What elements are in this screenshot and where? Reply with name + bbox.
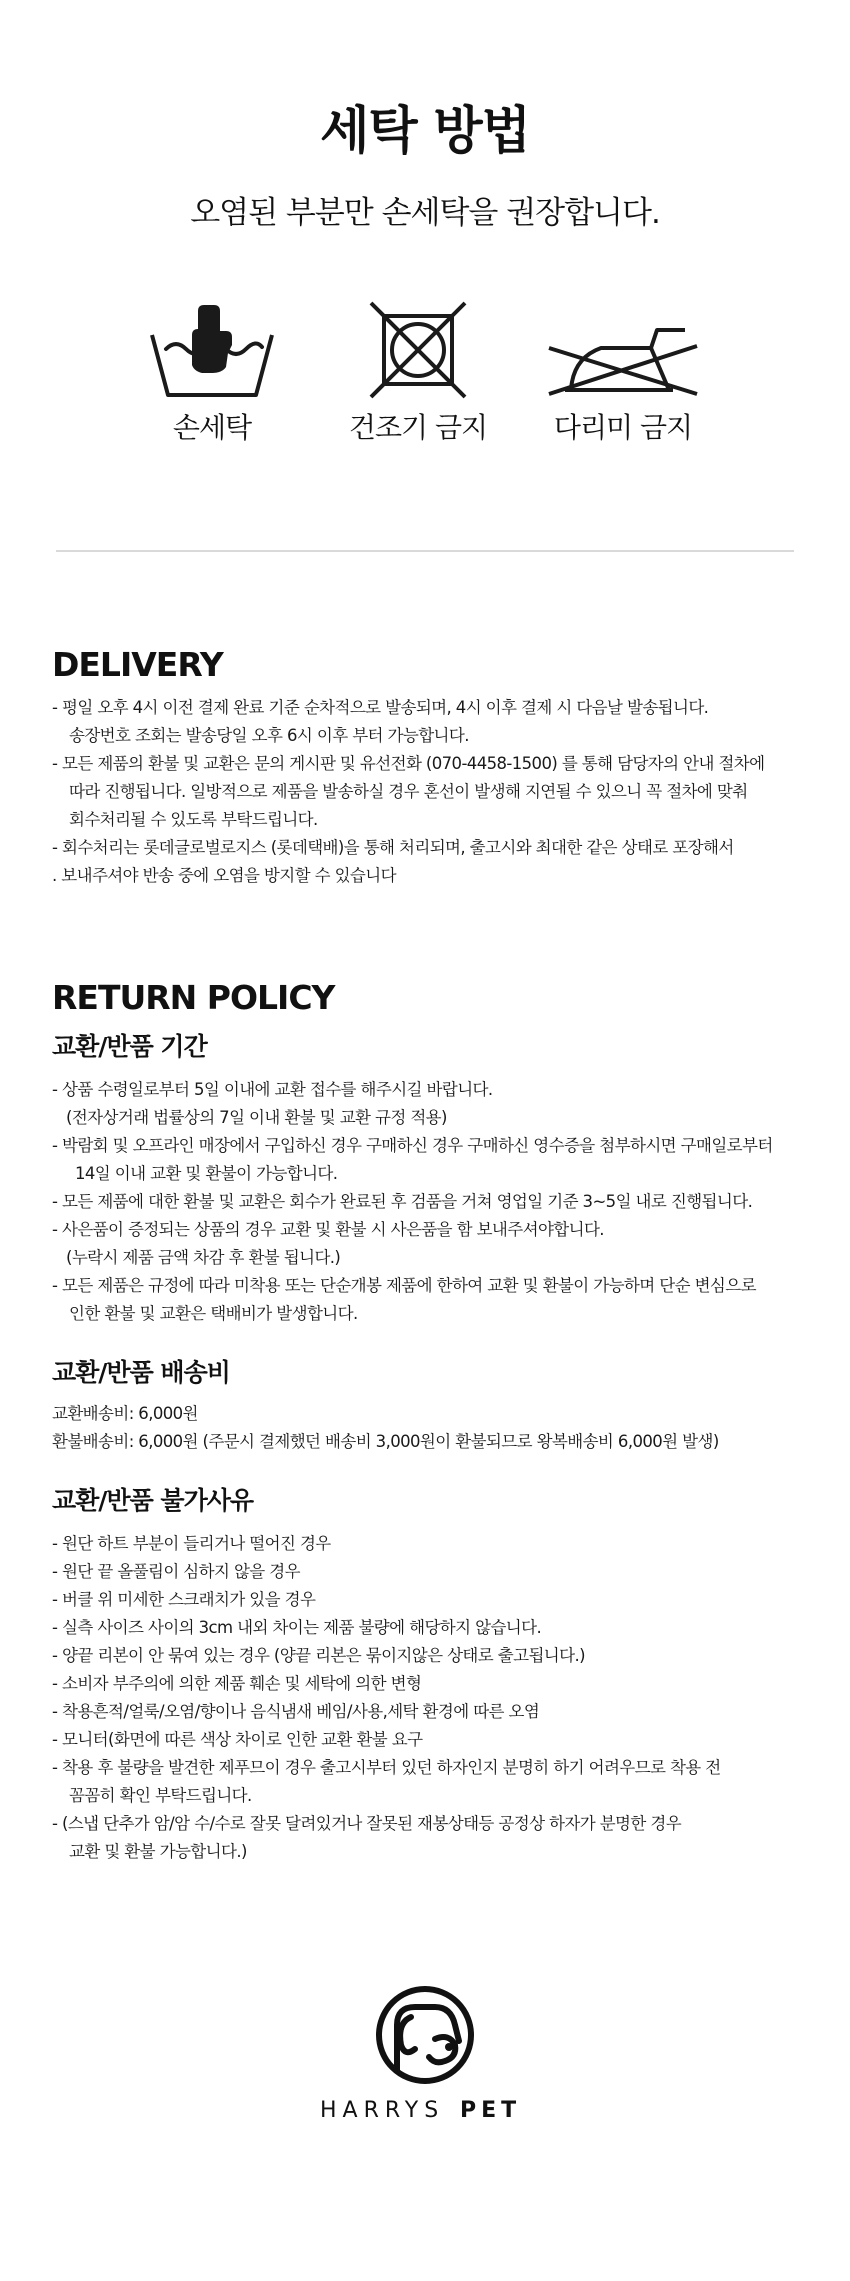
period-line: - 상품 수령일로부터 5일 이내에 교환 접수를 해주시길 바랍니다. bbox=[52, 1080, 493, 1099]
not-allowed-line: 교환 및 환불 가능합니다.) bbox=[69, 1842, 247, 1861]
not-allowed-line: 꼼꼼히 확인 부탁드립니다. bbox=[69, 1786, 252, 1805]
period-line: - 모든 제품에 대한 환불 및 교환은 회수가 완료된 후 검품을 거쳐 영업일 기준 3~5일 내로 진행됩니다. bbox=[52, 1192, 753, 1211]
harrys-pet-logo bbox=[318, 1985, 532, 2125]
care-label-no-tumble-dry: 건조기 금지 bbox=[348, 411, 488, 444]
delivery-heading: DELIVERY bbox=[52, 645, 223, 684]
not-allowed-heading: 교환/반품 불가사유 bbox=[52, 1486, 254, 1515]
not-allowed-line: - 양끝 리본이 안 묶여 있는 경우 (양끝 리본은 묶이지않은 상태로 출고됩니다.) bbox=[52, 1646, 585, 1665]
delivery-line: 따라 진행됩니다. 일방적으로 제품을 발송하실 경우 혼선이 발생해 지연될 수 있으니 꼭 절차에 맞춰 bbox=[69, 782, 748, 801]
care-label-no-iron: 다리미 금지 bbox=[553, 411, 693, 444]
delivery-line: - 모든 제품의 환불 및 교환은 문의 게시판 및 유선전화 (070-4458-1500) 를 통해 담당자의 안내 절차에 bbox=[52, 754, 765, 773]
not-allowed-line: - 버클 위 미세한 스크래치가 있을 경우 bbox=[52, 1590, 316, 1609]
no-iron-icon bbox=[545, 318, 701, 398]
care-subtitle: 오염된 부분만 손세탁을 권장합니다. bbox=[190, 195, 660, 231]
exchange-period-heading: 교환/반품 기간 bbox=[52, 1032, 207, 1061]
period-line: (전자상거래 법률상의 7일 이내 환불 및 교환 규정 적용) bbox=[66, 1108, 447, 1127]
period-line: (누락시 제품 금액 차감 후 환불 됩니다.) bbox=[66, 1248, 341, 1267]
not-allowed-line: - 원단 하트 부분이 들리거나 떨어진 경우 bbox=[52, 1534, 331, 1553]
care-title: 세탁 방법 bbox=[320, 102, 530, 161]
delivery-line: 회수처리될 수 있도록 부탁드립니다. bbox=[69, 810, 318, 829]
delivery-line: - 회수처리는 롯데글로벌로지스 (롯데택배)을 통해 처리되며, 출고시와 최대한 같은 상태로 포장해서 bbox=[52, 838, 734, 857]
period-line: 14일 이내 교환 및 환불이 가능합니다. bbox=[75, 1164, 338, 1183]
shipping-fee-heading: 교환/반품 배송비 bbox=[52, 1358, 230, 1387]
care-label-hand-wash: 손세탁 bbox=[172, 411, 252, 444]
no-tumble-dry-icon bbox=[368, 300, 468, 400]
brand-name-light: HARRYS bbox=[320, 2098, 445, 2123]
not-allowed-line: - 착용흔적/얼룩/오염/향이나 음식냄새 베임/사용,세탁 환경에 따른 오염 bbox=[52, 1702, 540, 1721]
period-line: 인한 환불 및 교환은 택배비가 발생합니다. bbox=[69, 1304, 358, 1323]
period-line: - 모든 제품은 규정에 따라 미착용 또는 단순개봉 제품에 한하여 교환 및 환불이 가능하며 단순 변심으로 bbox=[52, 1276, 756, 1295]
brand-name-bold: PET bbox=[460, 2098, 522, 2123]
shipping-fee-line: 교환배송비: 6,000원 bbox=[52, 1404, 198, 1423]
not-allowed-line: - 착용 후 불량을 발견한 제푸므이 경우 출고시부터 있던 하자인지 분명히 하기 어려우므로 착용 전 bbox=[52, 1758, 721, 1777]
period-line: - 박람회 및 오프라인 매장에서 구입하신 경우 구매하신 경우 구매하신 영수증을 첨부하시면 구매일로부터 bbox=[52, 1136, 773, 1155]
not-allowed-line: - 모니터(화면에 따른 색상 차이로 인한 교환 환불 요구 bbox=[52, 1730, 423, 1749]
period-line: - 사은품이 증정되는 상품의 경우 교환 및 환불 시 사은품을 함 보내주셔야합니다. bbox=[52, 1220, 604, 1239]
delivery-line: - 평일 오후 4시 이전 결제 완료 기준 순차적으로 발송되며, 4시 이후 결제 시 다음날 발송됩니다. bbox=[52, 698, 709, 717]
dog-logo-icon bbox=[379, 1989, 471, 2081]
shipping-fee-line: 환불배송비: 6,000원 (주문시 결제했던 배송비 3,000원이 환불되므로 왕복배송비 6,000원 발생) bbox=[52, 1432, 719, 1451]
not-allowed-line: - (스냅 단추가 암/암 수/수로 잘못 달려있거나 잘못된 재봉상태등 공정상 하자가 분명한 경우 bbox=[52, 1814, 682, 1833]
return-policy-heading: RETURN POLICY bbox=[52, 978, 335, 1017]
not-allowed-line: - 실측 사이즈 사이의 3cm 내외 차이는 제품 불량에 해당하지 않습니다. bbox=[52, 1618, 542, 1637]
section-divider bbox=[56, 550, 794, 552]
delivery-line: . 보내주셔야 반송 중에 오염을 방지할 수 있습니다 bbox=[52, 866, 396, 885]
not-allowed-line: - 소비자 부주의에 의한 제품 훼손 및 세탁에 의한 변형 bbox=[52, 1674, 422, 1693]
hand-wash-icon bbox=[148, 305, 276, 401]
not-allowed-line: - 원단 끝 올풀림이 심하지 않을 경우 bbox=[52, 1562, 300, 1581]
delivery-line: 송장번호 조회는 발송당일 오후 6시 이후 부터 가능합니다. bbox=[69, 726, 469, 745]
